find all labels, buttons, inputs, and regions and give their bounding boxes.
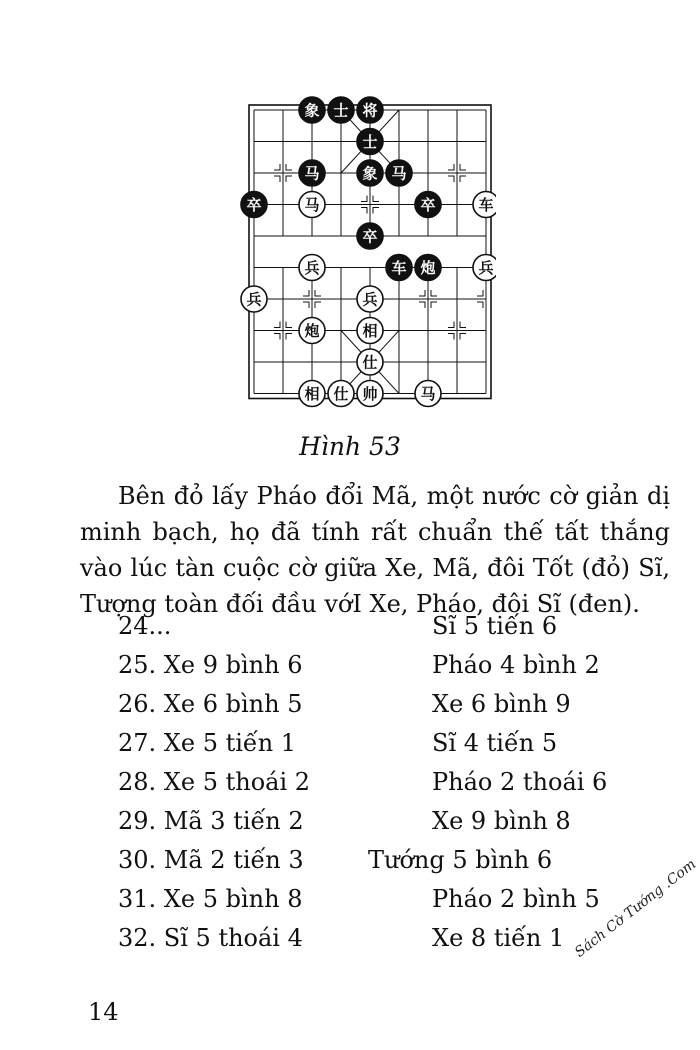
red-move: 30. Mã 2 tiến 3 <box>118 846 304 874</box>
move-row <box>0 768 700 798</box>
xiangqi-board-diagram <box>236 92 496 412</box>
move-row <box>0 885 700 915</box>
move-row <box>0 807 700 837</box>
position-marker <box>303 302 309 308</box>
piece-label: 士 <box>333 101 349 120</box>
black-move: Pháo 4 bình 2 <box>432 651 600 679</box>
move-row <box>0 690 700 720</box>
position-marker <box>460 164 466 170</box>
piece-label: 卒 <box>246 196 262 214</box>
position-marker <box>286 176 292 182</box>
piece-label: 兵 <box>478 259 494 277</box>
black-move: Xe 6 bình 9 <box>432 690 571 718</box>
position-marker <box>274 334 280 340</box>
red-move: 28. Xe 5 thoái 2 <box>118 768 311 796</box>
position-marker <box>448 322 454 328</box>
piece-label: 马 <box>304 196 320 214</box>
position-marker <box>448 164 454 170</box>
position-marker <box>373 196 379 202</box>
watermark-logo: Sách Cờ Tướng .Com <box>572 856 700 961</box>
piece-label: 马 <box>304 164 320 183</box>
black-move: Xe 9 bình 8 <box>432 807 571 835</box>
piece-label: 车 <box>478 196 494 214</box>
red-move: 24... <box>118 612 172 640</box>
piece-label: 仕 <box>362 353 378 372</box>
commentary-paragraph: Bên đỏ lấy Pháo đổi Mã, một nước cờ giản dị minh bạch, họ đã tính rất chuẩn thế tất thắng vào lúc tàn cuộc cờ giữa Xe, Mã, đôi Tốt (đỏ) Sĩ, Tượng toàn đối đầu vớI Xe, Pháo, đôi Sĩ (đen). <box>80 482 670 618</box>
move-row <box>0 612 700 642</box>
piece-label: 士 <box>362 133 378 151</box>
piece-label: 炮 <box>304 322 320 340</box>
position-marker <box>286 334 292 340</box>
figure-caption: Hình 53 <box>299 432 401 461</box>
piece-label: 马 <box>391 164 407 183</box>
position-marker <box>460 334 466 340</box>
piece-label: 仕 <box>333 385 349 403</box>
position-marker <box>361 196 367 202</box>
piece-label: 卒 <box>420 196 436 214</box>
piece-label: 象 <box>304 101 320 120</box>
piece-label: 将 <box>362 101 378 120</box>
position-marker <box>419 290 425 296</box>
position-marker <box>315 290 321 296</box>
position-marker <box>431 290 437 296</box>
red-move: 32. Sĩ 5 thoái 4 <box>118 924 303 952</box>
piece-label: 相 <box>304 385 320 403</box>
red-move: 26. Xe 6 bình 5 <box>118 690 303 718</box>
piece-label: 马 <box>420 385 436 403</box>
black-move: Xe 8 tiến 1 <box>432 924 565 952</box>
position-marker <box>477 302 483 308</box>
red-move: 27. Xe 5 tiến 1 <box>118 729 297 757</box>
piece-label: 兵 <box>304 259 320 277</box>
position-marker <box>419 302 425 308</box>
position-marker <box>274 164 280 170</box>
position-marker <box>460 322 466 328</box>
piece-label: 兵 <box>362 290 378 309</box>
black-move: Pháo 2 bình 5 <box>432 885 600 913</box>
piece-label: 象 <box>362 164 378 183</box>
position-marker <box>431 302 437 308</box>
move-row <box>0 729 700 759</box>
move-row <box>0 651 700 681</box>
position-marker <box>274 176 280 182</box>
position-marker <box>303 290 309 296</box>
black-move: Tướng 5 bình 6 <box>368 846 553 874</box>
position-marker <box>448 334 454 340</box>
piece-label: 相 <box>362 322 378 340</box>
red-move: 31. Xe 5 bình 8 <box>118 885 303 913</box>
position-marker <box>477 290 483 296</box>
red-move: 29. Mã 3 tiến 2 <box>118 807 304 835</box>
position-marker <box>448 176 454 182</box>
position-marker <box>361 208 367 214</box>
piece-label: 卒 <box>362 227 378 246</box>
piece-label: 兵 <box>246 290 262 309</box>
page-number: 14 <box>88 998 119 1026</box>
black-move: Sĩ 5 tiến 6 <box>432 612 558 640</box>
position-marker <box>286 164 292 170</box>
piece-label: 车 <box>391 259 407 277</box>
position-marker <box>373 208 379 214</box>
position-marker <box>274 322 280 328</box>
piece-label: 炮 <box>420 259 436 277</box>
red-move: 25. Xe 9 bình 6 <box>118 651 303 679</box>
piece-label: 帅 <box>362 385 378 403</box>
position-marker <box>315 302 321 308</box>
black-move: Sĩ 4 tiến 5 <box>432 729 558 757</box>
move-row <box>0 846 700 876</box>
position-marker <box>460 176 466 182</box>
black-move: Pháo 2 thoái 6 <box>432 768 608 796</box>
position-marker <box>286 322 292 328</box>
